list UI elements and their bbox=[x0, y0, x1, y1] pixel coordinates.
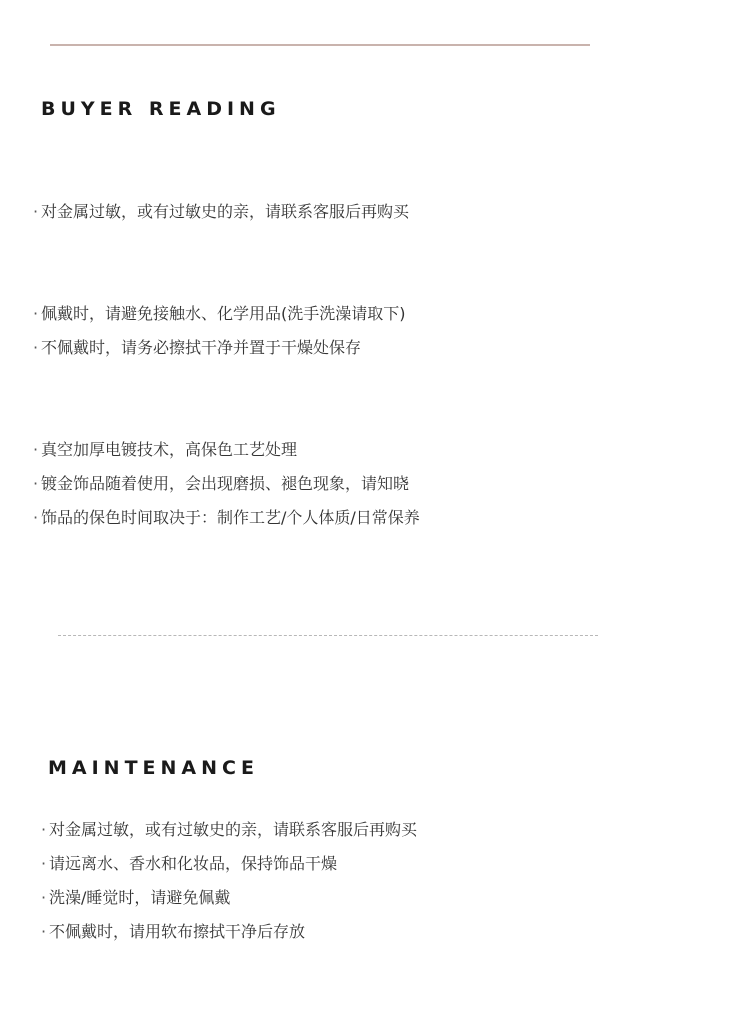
maintenance-item bbox=[41, 921, 305, 943]
bullet-dot: · bbox=[41, 922, 47, 941]
buyer-reading-item-text: 饰品的保色时间取决于：制作工艺/个人体质/日常保养 bbox=[41, 508, 420, 527]
buyer-reading-item bbox=[33, 337, 361, 359]
buyer-reading-item bbox=[33, 507, 420, 529]
maintenance-heading: MAINTENANCE bbox=[48, 757, 259, 779]
bullet-dot: · bbox=[41, 854, 47, 873]
maintenance-item bbox=[41, 853, 337, 875]
buyer-reading-item-text: 对金属过敏，或有过敏史的亲，请联系客服后再购买 bbox=[41, 202, 410, 221]
bullet-dot: · bbox=[33, 338, 39, 357]
buyer-reading-item-text: 镀金饰品随着使用，会出现磨损、褪色现象，请知晓 bbox=[41, 474, 410, 493]
buyer-reading-item bbox=[33, 201, 409, 223]
bullet-dot: · bbox=[41, 888, 47, 907]
buyer-reading-item bbox=[33, 303, 406, 325]
maintenance-item bbox=[41, 887, 230, 909]
section-divider bbox=[58, 635, 598, 636]
buyer-reading-item-text: 不佩戴时，请务必擦拭干净并置于干燥处保存 bbox=[41, 338, 362, 357]
maintenance-item-text: 不佩戴时，请用软布擦拭干净后存放 bbox=[49, 922, 306, 941]
buyer-reading-heading: BUYER READING bbox=[41, 98, 281, 120]
maintenance-item-text: 请远离水、香水和化妆品，保持饰品干燥 bbox=[49, 854, 338, 873]
top-divider bbox=[50, 44, 590, 46]
bullet-dot: · bbox=[33, 202, 39, 221]
maintenance-item-text: 对金属过敏，或有过敏史的亲，请联系客服后再购买 bbox=[49, 820, 418, 839]
bullet-dot: · bbox=[33, 474, 39, 493]
bullet-dot: · bbox=[41, 820, 47, 839]
maintenance-item bbox=[41, 819, 417, 841]
buyer-reading-item-text: 真空加厚电镀技术，高保色工艺处理 bbox=[41, 440, 298, 459]
buyer-reading-item bbox=[33, 439, 297, 461]
maintenance-item-text: 洗澡/睡觉时，请避免佩戴 bbox=[49, 888, 231, 907]
buyer-reading-item-text: 佩戴时，请避免接触水、化学用品(洗手洗澡请取下) bbox=[41, 304, 406, 323]
buyer-reading-item bbox=[33, 473, 409, 495]
bullet-dot: · bbox=[33, 304, 39, 323]
bullet-dot: · bbox=[33, 508, 39, 527]
bullet-dot: · bbox=[33, 440, 39, 459]
